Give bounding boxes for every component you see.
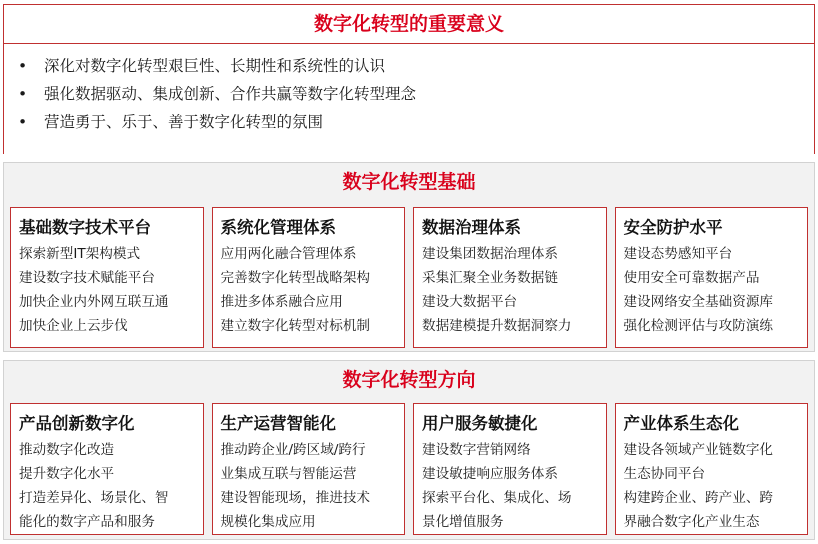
card-line: 业集成互联与智能运营 [220,466,357,482]
card-line: 应用两化融合管理体系 [220,246,357,262]
card-line: 推动数字化改造 [19,442,115,458]
card-line: 建立数字化转型对标机制 [220,318,371,334]
foundation-card [413,207,607,348]
significance-bullet: • 深化对数字化转型艰巨性、长期性和系统性的认识 [18,52,814,80]
card-line: 建设数字营销网络 [422,442,531,458]
card-line: 建设敏捷响应服务体系 [422,466,558,482]
card-line: 数据建模提升数据洞察力 [422,318,572,334]
card-line: 完善数字化转型战略架构 [220,270,371,286]
foundation-title: 数字化转型基础 [342,171,476,193]
card-line: 建设数字技术赋能平台 [19,270,155,286]
card-title: 用户服务敏捷化 [422,414,538,433]
card-line: 采集汇聚全业务数据链 [422,270,558,286]
bullet-dot-icon: • [18,85,28,103]
direction-card [10,403,204,535]
card-line: 加快企业上云步伐 [19,318,128,334]
card-title: 基础数字技术平台 [19,218,151,237]
direction-card [413,403,607,535]
card-line: 探索平台化、集成化、场 [422,490,572,506]
card-line: 建设集团数据治理体系 [422,246,558,262]
card-title: 安全防护水平 [623,218,723,237]
foundation-card [212,207,406,348]
card-line: 强化检测评估与攻防演练 [623,318,774,334]
card-line: 建设大数据平台 [422,294,518,310]
foundation-card [10,207,204,348]
card-line: 建设各领域产业链数字化 [623,442,774,458]
foundation-cards [10,207,808,348]
card-line: 界融合数字化产业生态 [623,514,760,530]
card-title: 产品创新数字化 [19,414,135,433]
card-line: 加快企业内外网互联互通 [19,294,169,310]
card-line: 建设态势感知平台 [623,246,733,262]
significance-title: 数字化转型的重要意义 [4,5,814,44]
card-line: 景化增值服务 [422,514,504,530]
significance-panel [3,4,815,154]
significance-bullet-list [4,44,814,162]
card-line: 建设智能现场，推进技术 [220,490,371,506]
card-line: 建设网络安全基础资源库 [623,294,774,310]
significance-bullet: • 营造勇于、乐于、善于数字化转型的氛围 [18,108,814,136]
card-line: 推动跨企业/跨区域/跨行 [220,442,366,458]
foundation-panel [3,162,815,352]
card-line: 使用安全可靠数据产品 [623,270,760,286]
card-title: 生产运营智能化 [220,414,336,433]
card-line: 探索新型IT架构模式 [19,246,141,262]
bullet-dot-icon: • [18,57,28,75]
significance-bullet: • 强化数据驱动、集成创新、合作共赢等数字化转型理念 [18,80,814,108]
bullet-dot-icon: • [18,113,28,131]
card-title: 产业体系生态化 [623,414,739,433]
foundation-card [615,207,809,348]
card-title: 数据治理体系 [422,218,521,237]
card-line: 打造差异化、场景化、智 [19,490,169,506]
card-line: 能化的数字产品和服务 [19,514,155,530]
card-line: 生态协同平台 [623,466,706,482]
card-line: 提升数字化水平 [19,466,115,482]
card-line: 推进多体系融合应用 [220,294,343,310]
direction-card [212,403,406,535]
direction-cards [10,403,808,535]
direction-panel [3,360,815,540]
card-line: 规模化集成应用 [220,514,316,530]
direction-title: 数字化转型方向 [342,369,476,391]
card-title: 系统化管理体系 [220,218,336,237]
direction-card [615,403,809,535]
card-line: 构建跨企业、跨产业、跨 [623,490,774,506]
